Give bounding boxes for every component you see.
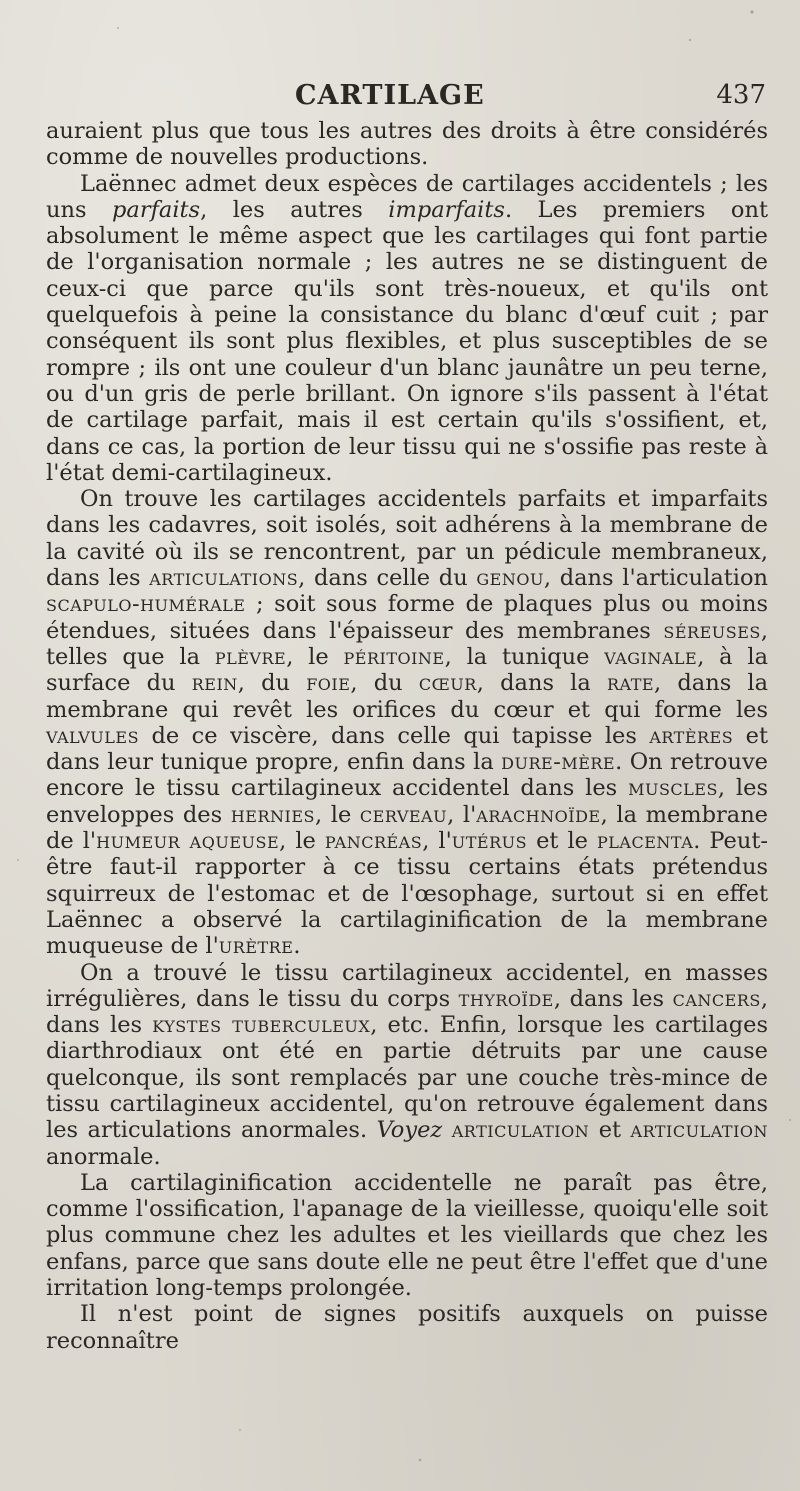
- text-run: , dans la: [476, 670, 607, 697]
- small-caps-term: péritoine: [343, 643, 445, 670]
- small-caps-term: dure-mère: [501, 749, 616, 776]
- text-run: , le: [279, 828, 325, 855]
- text-run: , l': [447, 801, 477, 828]
- text-run: , dans l'articulation: [543, 565, 769, 592]
- page-number: 437: [716, 80, 766, 110]
- text-run: , la membrane de l': [46, 801, 769, 855]
- text-run: , les enveloppes des: [46, 775, 768, 828]
- small-caps-term: rein: [191, 670, 238, 697]
- text-run: . Les premiers ont absolument le même aspect que les cartilages qui font partie de l'organisation normale ; les autres ne se distinguent de ceux-ci que parce qu'ils sont très-noueux, et qu'ils ont quelquefois à peine la consistance du blanc d'œuf cuit ; par conséquent ils sont plus flexibles, et plus susceptibles de se rompre ; ils ont une couleur d'un blanc jaunâtre un peu terne, ou d'un gris de perle brillant. On ignore s'ils passent à l'état de cartilage parfait, mais il est certain qu'ils s'ossifient, et, dans ce cas, la portion de leur tissu qui ne s'ossifie pas reste à l'état demi-cartilagineux.: [46, 196, 768, 486]
- text-run: , les autres: [200, 196, 389, 223]
- text-run: On a trouvé le tissu cartilagineux accidentel, en masses irrégulières, dans le tissu du corps: [46, 959, 768, 1012]
- paragraph: [46, 1170, 768, 1301]
- small-caps-term: humeur aqueuse: [96, 828, 280, 855]
- small-caps-term: scapulo-humérale: [46, 591, 246, 618]
- small-caps-term: arachnoïde: [476, 801, 601, 828]
- small-caps-term: articulation: [630, 1117, 768, 1144]
- paragraph: [46, 171, 768, 487]
- text-run: , dans les: [46, 985, 768, 1039]
- text-run: et dans leur tunique propre, enfin dans la: [46, 722, 768, 776]
- text-run: , l': [422, 828, 452, 855]
- small-caps-term: artères: [649, 722, 734, 749]
- text-run: On trouve les cartilages accidentels parfaits et imparfaits dans les cadavres, soit isolés, soit adhérens à la membrane de la cavité où ils se rencontrent, par un pédicule membraneux, dans les: [46, 486, 768, 592]
- body-text: [46, 118, 768, 1354]
- text-run: . On retrouve encore le tissu cartilagineux accidentel dans les: [46, 749, 768, 802]
- italic-term: imparfaits: [388, 196, 505, 223]
- paragraph: [46, 1301, 768, 1354]
- text-run: auraient plus que tous les autres des droits à être considérés comme de nouvelles productions.: [46, 118, 768, 171]
- text-run: de ce viscère, dans celle qui tapisse les: [139, 722, 650, 749]
- text-run: , le: [314, 801, 360, 828]
- paragraph: [46, 118, 768, 171]
- text-run: , dans les: [553, 985, 673, 1012]
- small-caps-term: vaginale: [604, 643, 698, 670]
- small-caps-term: kystes tuberculeux: [152, 1012, 371, 1039]
- small-caps-term: cœur: [418, 670, 477, 697]
- text-run: et: [589, 1117, 631, 1144]
- small-caps-term: cancers: [672, 985, 761, 1012]
- small-caps-term: rate: [606, 670, 655, 697]
- small-caps-term: pancréas: [324, 828, 423, 855]
- italic-term: parfaits: [112, 196, 201, 223]
- small-caps-term: foie: [306, 670, 351, 697]
- small-caps-term: thyroïde: [458, 985, 554, 1012]
- italic-term: Voyez: [376, 1117, 443, 1144]
- small-caps-term: articulations: [149, 565, 299, 592]
- small-caps-term: genou: [476, 565, 544, 592]
- running-head: CARTILAGE: [295, 80, 485, 111]
- small-caps-term: urètre: [218, 933, 294, 960]
- text-run: , le: [286, 643, 344, 670]
- text-run: , la tunique: [444, 643, 605, 670]
- small-caps-term: articulation: [451, 1117, 590, 1144]
- small-caps-term: hernies: [230, 801, 315, 828]
- small-caps-term: utérus: [451, 828, 528, 855]
- text-run: et le: [527, 828, 598, 855]
- text-run: Il n'est point de signes positifs auxquels on puisse reconnaître: [46, 1301, 768, 1354]
- small-caps-term: séreuses: [663, 617, 761, 644]
- text-run: ; soit sous forme de plaques plus ou moins étendues, situées dans l'épaisseur des membranes: [46, 591, 768, 644]
- paragraph: [46, 960, 768, 1170]
- text-run: , telles que la: [46, 617, 768, 670]
- text-run: La cartilaginification accidentelle ne paraît pas être, comme l'ossification, l'apanage de la vieillesse, quoiqu'elle soit plus commune chez les adultes et les vieillards que chez les enfans, parce que sans doute elle ne peut être l'effet que d'une irritation long-temps prolongée.: [46, 1169, 768, 1302]
- text-run: Laënnec admet deux espèces de cartilages accidentels ; les uns: [46, 170, 768, 223]
- paragraph: [46, 486, 768, 959]
- text-run: , dans celle du: [298, 565, 477, 592]
- text-run: anormale.: [46, 1143, 161, 1170]
- small-caps-term: muscles: [628, 775, 718, 802]
- small-caps-term: placenta: [597, 828, 694, 855]
- text-run: . Peut-être faut-il rapporter à ce tissu certains états prétendus squirreux de l'estomac et de l'œsophage, surtout si en effet Laënnec a observé la cartilaginification de la membrane muqueuse de l': [46, 828, 769, 960]
- text-run: .: [293, 933, 301, 960]
- text-run: [442, 1117, 452, 1143]
- text-run: , du: [350, 670, 419, 697]
- small-caps-term: valvules: [46, 722, 140, 749]
- small-caps-term: cerveau: [359, 801, 448, 828]
- text-run: , etc. Enfin, lorsque les cartilages diarthrodiaux ont été en partie détruits par une cause quelconque, ils sont remplacés par une couche très-mince de tissu cartilagineux accidentel, qu'on retrouve également dans les articulations anormales.: [46, 1012, 769, 1144]
- small-caps-term: plèvre: [214, 643, 287, 670]
- page-header: [0, 80, 800, 120]
- text-run: , du: [237, 670, 307, 697]
- text-run: , dans la membrane qui revêt les orifices du cœur et qui forme les: [46, 670, 769, 723]
- text-run: , à la surface du: [46, 643, 769, 697]
